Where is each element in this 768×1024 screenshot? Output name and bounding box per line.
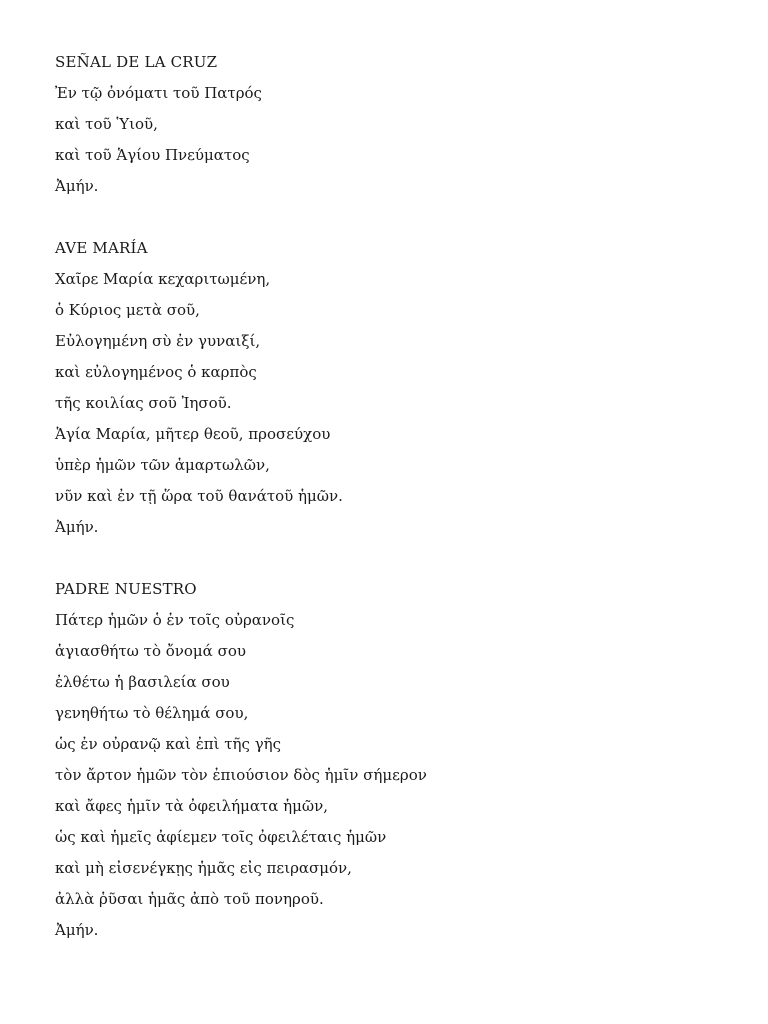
section-ave-maria xyxy=(55,233,735,543)
prayer-line: καὶ ἄφες ἡμῖν τὰ ὀφειλήματα ἡμῶν, xyxy=(55,797,329,815)
section-padre-nuestro xyxy=(55,574,735,946)
prayer-line: καὶ μὴ εἰσενέγκῃς ἡμᾶς εἰς πειρασμόν, xyxy=(55,859,352,877)
prayer-line: Ἁγία Μαρία, μῆτερ θεοῦ, προσεύχου xyxy=(55,425,331,443)
prayer-line: ἀλλὰ ῥῦσαι ἡμᾶς ἀπὸ τοῦ πονηροῦ. xyxy=(55,890,324,908)
prayer-line: καὶ εὐλογημένος ὁ καρπὸς xyxy=(55,363,257,381)
prayer-line: Ἐν τῷ ὀνόματι τοῦ Πατρός xyxy=(55,84,262,102)
prayer-line: Χαῖρε Μαρία κεχαριτωμένη, xyxy=(55,270,271,288)
section-heading: SEÑAL DE LA CRUZ xyxy=(55,53,218,71)
prayer-line: ὡς καὶ ἡμεῖς ἀφίεμεν τοῖς ὀφειλέταις ἡμῶν xyxy=(55,828,387,846)
prayer-line: τῆς κοιλίας σοῦ Ἰησοῦ. xyxy=(55,394,232,412)
prayer-line: ἐλθέτω ἡ βασιλεία σου xyxy=(55,673,230,691)
prayer-line: γενηθήτω τὸ θέλημά σου, xyxy=(55,704,249,722)
prayer-line: καὶ τοῦ Ἁγίου Πνεύματος xyxy=(55,146,250,164)
prayer-line: νῦν καὶ ἐν τῇ ὥρα τοῦ θανάτοῦ ἡμῶν. xyxy=(55,487,343,505)
prayer-line: ὡς ἐν οὐρανῷ καὶ ἐπὶ τῆς γῆς xyxy=(55,735,282,753)
prayer-line: ὑπὲρ ἡμῶν τῶν ἁμαρτωλῶν, xyxy=(55,456,270,474)
section-heading: PADRE NUESTRO xyxy=(55,580,197,598)
prayer-line: Ἀμήν. xyxy=(55,177,99,195)
prayer-line: Πάτερ ἡμῶν ὁ ἐν τοῖς οὐρανοῖς xyxy=(55,611,295,629)
prayer-line: Εὐλογημένη σὺ ἐν γυναιξί, xyxy=(55,332,261,350)
prayer-line: Ἀμήν. xyxy=(55,921,99,939)
prayer-line: Ἀμήν. xyxy=(55,518,99,536)
section-heading: AVE MARÍA xyxy=(55,239,148,257)
prayer-line: τὸν ἄρτον ἡμῶν τὸν ἐπιούσιον δὸς ἡμῖν σήμερον xyxy=(55,766,427,784)
prayer-line: ἁγιασθήτω τὸ ὄνομά σου xyxy=(55,642,246,660)
section-senal-de-la-cruz xyxy=(55,47,735,202)
document-page xyxy=(55,47,735,946)
prayer-line: ὁ Κύριος μετὰ σοῦ, xyxy=(55,301,200,319)
prayer-line: καὶ τοῦ Ὑιοῦ, xyxy=(55,115,158,133)
